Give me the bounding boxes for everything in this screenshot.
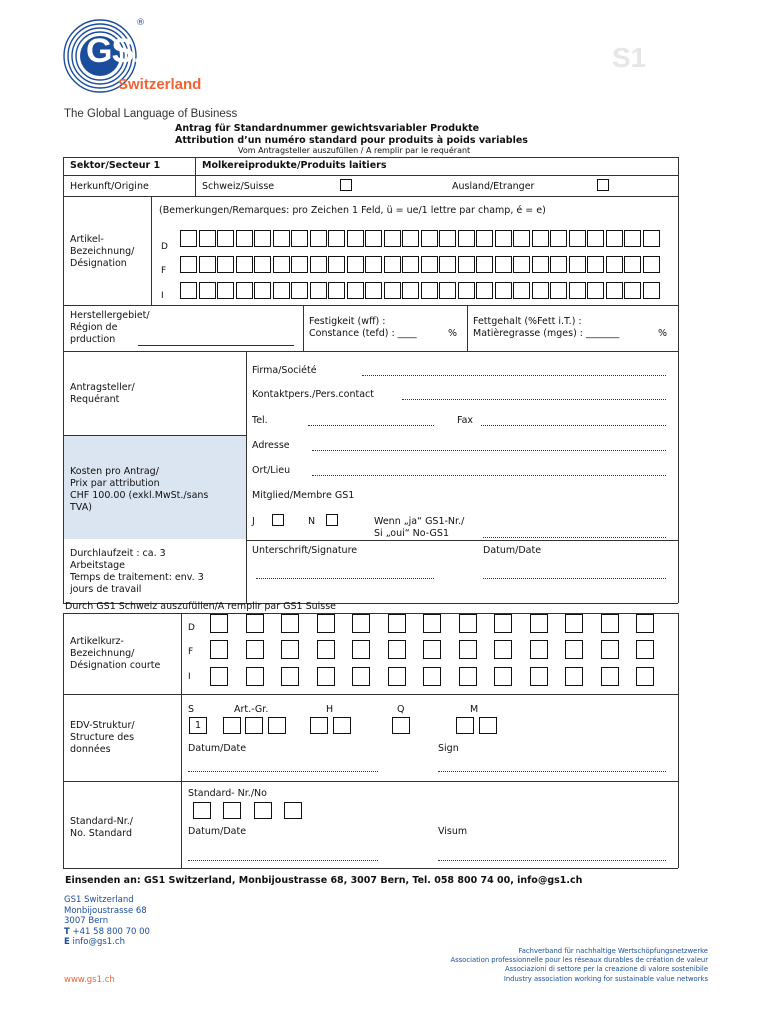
fat-label: Fettgehalt (%Fett i.T.) :	[473, 316, 582, 327]
address-field[interactable]	[312, 450, 666, 451]
short-char-box[interactable]	[388, 614, 406, 633]
char-box[interactable]	[328, 230, 345, 247]
tel-field[interactable]	[308, 425, 434, 426]
origin-label: Herkunft/Origine	[70, 181, 149, 192]
char-box[interactable]	[217, 256, 234, 273]
short-char-box[interactable]	[636, 667, 654, 686]
assoc-fr: Association professionnelle pour les réseaux durables de création de valeur	[450, 956, 708, 965]
footer-email: E info@gs1.ch	[64, 937, 125, 948]
assoc-de: Fachverband für nachhaltige Wertschöpfungsnetzwerke	[518, 947, 708, 955]
edv-sign-field[interactable]	[438, 771, 666, 772]
char-box[interactable]	[421, 230, 438, 247]
char-box[interactable]	[291, 230, 308, 247]
edv-sign-label: Sign	[438, 743, 459, 754]
char-box[interactable]	[180, 256, 197, 273]
footer-web[interactable]: www.gs1.ch	[64, 975, 115, 985]
char-box[interactable]	[513, 256, 530, 273]
lang-d: D	[161, 242, 168, 252]
std-box-4[interactable]	[284, 802, 302, 819]
short-char-box[interactable]	[601, 640, 619, 659]
edv-m-label: M	[470, 704, 479, 715]
short-char-box[interactable]	[388, 667, 406, 686]
char-box[interactable]	[254, 282, 271, 299]
char-box[interactable]	[458, 282, 475, 299]
footer-association	[380, 947, 708, 984]
char-box[interactable]	[624, 230, 641, 247]
edv-art-box-1[interactable]	[223, 717, 241, 734]
char-box[interactable]	[513, 230, 530, 247]
tel-label: Tel.	[252, 415, 268, 426]
char-box[interactable]	[458, 230, 475, 247]
origin-ch-label: Schweiz/Suisse	[202, 181, 275, 192]
char-box[interactable]	[550, 282, 567, 299]
edv-h-box-1[interactable]	[310, 717, 328, 734]
applicant-label: Antragsteller/ Requérant	[70, 382, 135, 405]
char-box[interactable]	[606, 230, 623, 247]
char-box[interactable]	[606, 282, 623, 299]
char-box[interactable]	[273, 256, 290, 273]
edv-h-label: H	[326, 704, 334, 715]
gs1-section-header: Durch GS1 Schweiz auszufüllen/A remplir par GS1 Suisse	[65, 601, 337, 612]
std-nr-label: Standard- Nr./No	[188, 788, 267, 799]
short-char-box[interactable]	[352, 640, 370, 659]
char-box[interactable]	[365, 256, 382, 273]
char-box[interactable]	[217, 282, 234, 299]
short-char-box[interactable]	[246, 614, 264, 633]
char-box[interactable]	[402, 256, 419, 273]
char-box[interactable]	[199, 282, 216, 299]
short-lang-i: I	[188, 672, 191, 682]
fat-fr-label: Matièregrasse (mges) : _______	[473, 328, 620, 339]
char-box[interactable]	[180, 282, 197, 299]
footer-city: 3007 Bern	[64, 916, 109, 927]
char-box[interactable]	[236, 256, 253, 273]
footer-address	[64, 895, 150, 948]
corner-mark: S1	[612, 42, 647, 73]
send-to: Einsenden an: GS1 Switzerland, Monbijoustrasse 68, 3007 Bern, Tel. 058 800 74 00, info@gs1.ch	[65, 875, 583, 886]
short-char-box[interactable]	[210, 640, 228, 659]
char-box[interactable]	[254, 256, 271, 273]
short-char-box[interactable]	[601, 667, 619, 686]
consistency-label: Constance (tefd) : ____	[309, 328, 417, 339]
char-box[interactable]	[495, 230, 512, 247]
short-char-box[interactable]	[423, 614, 441, 633]
costs-text: Kosten pro Antrag/ Prix par attribution CHF 100.00 (exkl.MwSt./sans TVA)	[70, 466, 209, 513]
short-lang-f: F	[188, 647, 194, 657]
short-char-box[interactable]	[494, 614, 512, 633]
char-box[interactable]	[310, 230, 327, 247]
gs1-number-field[interactable]	[483, 537, 666, 538]
short-char-box[interactable]	[317, 614, 335, 633]
char-box[interactable]	[476, 256, 493, 273]
short-char-box[interactable]	[352, 667, 370, 686]
short-char-box[interactable]	[246, 640, 264, 659]
tagline: The Global Language of Business	[64, 108, 238, 120]
signature-label: Unterschrift/Signature	[252, 545, 358, 556]
region-label: Herstellergebiet/ Région de prduction	[70, 310, 150, 345]
char-box[interactable]	[439, 230, 456, 247]
logo-country: Switzerland	[118, 76, 202, 93]
fax-field[interactable]	[481, 425, 666, 426]
date-label: Datum/Date	[483, 545, 542, 556]
fax-label: Fax	[457, 415, 474, 426]
short-char-box[interactable]	[210, 614, 228, 633]
char-box[interactable]	[476, 230, 493, 247]
char-box[interactable]	[532, 256, 549, 273]
date-field[interactable]	[483, 578, 666, 579]
char-box[interactable]	[643, 256, 660, 273]
char-box[interactable]	[328, 256, 345, 273]
city-field[interactable]	[312, 475, 666, 476]
std-visum-field[interactable]	[438, 860, 666, 861]
char-box[interactable]	[587, 282, 604, 299]
char-box[interactable]	[439, 282, 456, 299]
short-char-box[interactable]	[281, 640, 299, 659]
char-box[interactable]	[402, 230, 419, 247]
edv-q-label: Q	[397, 704, 405, 715]
char-box[interactable]	[550, 230, 567, 247]
char-box[interactable]	[328, 282, 345, 299]
char-box[interactable]	[291, 282, 308, 299]
footer-company: GS1 Switzerland	[64, 895, 134, 905]
char-box[interactable]	[310, 282, 327, 299]
char-box[interactable]	[624, 282, 641, 299]
char-box[interactable]	[347, 282, 364, 299]
short-char-box[interactable]	[317, 640, 335, 659]
origin-ch-checkbox[interactable]	[340, 179, 352, 191]
char-box[interactable]	[236, 230, 253, 247]
edv-h-box-2[interactable]	[333, 717, 351, 734]
short-char-box[interactable]	[636, 640, 654, 659]
registered-mark: ®	[136, 18, 145, 28]
short-char-box[interactable]	[459, 614, 477, 633]
short-char-box[interactable]	[601, 614, 619, 633]
char-box[interactable]	[495, 282, 512, 299]
duration-text: Durchlaufzeit : ca. 3 Arbeitstage Temps de traitement: env. 3 jours de travail	[70, 548, 204, 595]
address-label: Adresse	[252, 440, 290, 451]
char-box[interactable]	[217, 230, 234, 247]
short-char-box[interactable]	[565, 614, 583, 633]
std-date-field[interactable]	[188, 860, 378, 861]
char-box[interactable]	[273, 282, 290, 299]
sector-value: Molkereiprodukte/Produits laitiers	[202, 160, 387, 171]
short-char-box[interactable]	[530, 667, 548, 686]
char-box[interactable]	[384, 256, 401, 273]
subtitle: Vom Antragsteller auszufüllen / A remplir par le requérant	[238, 146, 471, 155]
std-box-1[interactable]	[193, 802, 211, 819]
std-date-label: Datum/Date	[188, 826, 247, 837]
char-box[interactable]	[384, 230, 401, 247]
short-char-box[interactable]	[565, 640, 583, 659]
char-box[interactable]	[384, 282, 401, 299]
char-box[interactable]	[347, 256, 364, 273]
char-box[interactable]	[569, 256, 586, 273]
signature-field[interactable]	[256, 578, 434, 579]
char-box[interactable]	[273, 230, 290, 247]
edv-date-field[interactable]	[188, 771, 378, 772]
city-label: Ort/Lieu	[252, 465, 291, 476]
char-box[interactable]	[439, 256, 456, 273]
short-char-box[interactable]	[494, 640, 512, 659]
char-box[interactable]	[587, 230, 604, 247]
char-box[interactable]	[606, 256, 623, 273]
edv-m-box-1[interactable]	[456, 717, 474, 734]
char-box[interactable]	[421, 256, 438, 273]
short-char-box[interactable]	[317, 667, 335, 686]
char-box[interactable]	[458, 256, 475, 273]
edv-q-box[interactable]	[392, 717, 410, 734]
short-char-box[interactable]	[388, 640, 406, 659]
contact-label: Kontaktpers./Pers.contact	[252, 389, 374, 400]
std-visum-label: Visum	[438, 826, 468, 837]
member-yes-label: J	[252, 516, 255, 527]
member-no-checkbox[interactable]	[326, 514, 338, 526]
region-field[interactable]	[138, 345, 294, 346]
short-char-box[interactable]	[636, 614, 654, 633]
char-box[interactable]	[587, 256, 604, 273]
edv-date-label: Datum/Date	[188, 743, 247, 754]
member-yes-checkbox[interactable]	[272, 514, 284, 526]
char-box[interactable]	[402, 282, 419, 299]
firmness-label: Festigkeit (wff) :	[309, 316, 386, 327]
company-field[interactable]	[362, 375, 666, 376]
footer-tel: T +41 58 800 70 00	[64, 926, 150, 937]
short-char-box[interactable]	[281, 614, 299, 633]
char-box[interactable]	[532, 282, 549, 299]
short-char-box[interactable]	[210, 667, 228, 686]
char-box[interactable]	[569, 282, 586, 299]
title-fr: Attribution d’un numéro standard pour produits à poids variables	[175, 135, 528, 146]
std-box-3[interactable]	[254, 802, 272, 819]
short-char-box[interactable]	[494, 667, 512, 686]
gs1-number-label: Wenn „ja“ GS1-Nr./ Si „oui“ No-GS1	[374, 516, 465, 539]
edv-art-box-3[interactable]	[268, 717, 286, 734]
footer-street: Monbijoustrasse 68	[64, 905, 147, 916]
edv-s-box[interactable]: 1	[189, 717, 207, 734]
short-char-box[interactable]	[246, 667, 264, 686]
edv-label: EDV-Struktur/ Structure des données	[70, 720, 135, 755]
char-box[interactable]	[236, 282, 253, 299]
char-box[interactable]	[365, 230, 382, 247]
char-box[interactable]	[199, 256, 216, 273]
edv-m-box-2[interactable]	[479, 717, 497, 734]
char-box[interactable]	[495, 256, 512, 273]
assoc-it: Associazioni di settore per la creazione di valore sostenibile	[504, 965, 708, 974]
short-char-box[interactable]	[423, 640, 441, 659]
fat-percent-sign: %	[658, 328, 668, 339]
char-box[interactable]	[291, 256, 308, 273]
title-de: Antrag für Standardnummer gewichtsvariabler Produkte	[175, 123, 480, 134]
short-char-box[interactable]	[459, 667, 477, 686]
article-label: Artikel- Bezeichnung/ Désignation	[70, 234, 135, 269]
char-box[interactable]	[421, 282, 438, 299]
short-char-box[interactable]	[352, 614, 370, 633]
short-designation-label: Artikelkurz- Bezeichnung/ Désignation courte	[70, 636, 161, 671]
percent-sign: %	[448, 328, 458, 339]
std-box-2[interactable]	[223, 802, 241, 819]
logo-text: GS1	[86, 32, 152, 70]
sector-label: Sektor/Secteur 1	[70, 160, 161, 171]
char-box[interactable]	[365, 282, 382, 299]
char-box[interactable]	[643, 282, 660, 299]
contact-field[interactable]	[402, 399, 666, 400]
short-char-box[interactable]	[459, 640, 477, 659]
char-box[interactable]	[643, 230, 660, 247]
char-box[interactable]	[180, 230, 197, 247]
short-lang-d: D	[188, 623, 195, 633]
char-box[interactable]	[569, 230, 586, 247]
char-box[interactable]	[476, 282, 493, 299]
short-char-box[interactable]	[423, 667, 441, 686]
short-char-box[interactable]	[530, 640, 548, 659]
short-char-box[interactable]	[281, 667, 299, 686]
short-char-box[interactable]	[565, 667, 583, 686]
assoc-en: Industry association working for sustainable value networks	[503, 974, 708, 983]
remarks-text: (Bemerkungen/Remarques: pro Zeichen 1 Feld, ü = ue/1 lettre par champ, é = e)	[159, 205, 546, 216]
member-no-label: N	[308, 516, 316, 527]
short-char-box[interactable]	[530, 614, 548, 633]
char-box[interactable]	[254, 230, 271, 247]
char-box[interactable]	[624, 256, 641, 273]
member-label: Mitglied/Membre GS1	[252, 490, 355, 501]
company-label: Firma/Société	[252, 365, 317, 376]
edv-art-label: Art.-Gr.	[234, 704, 269, 715]
char-box[interactable]	[513, 282, 530, 299]
char-box[interactable]	[310, 256, 327, 273]
std-label: Standard-Nr./ No. Standard	[70, 816, 134, 839]
char-box[interactable]	[347, 230, 364, 247]
char-box[interactable]	[199, 230, 216, 247]
edv-s-label: S	[188, 704, 195, 715]
lang-i: I	[161, 291, 164, 301]
origin-foreign-label: Ausland/Etranger	[452, 181, 535, 192]
origin-foreign-checkbox[interactable]	[597, 179, 609, 191]
char-box[interactable]	[532, 230, 549, 247]
edv-art-box-2[interactable]	[245, 717, 263, 734]
char-box[interactable]	[550, 256, 567, 273]
lang-f: F	[161, 266, 167, 276]
